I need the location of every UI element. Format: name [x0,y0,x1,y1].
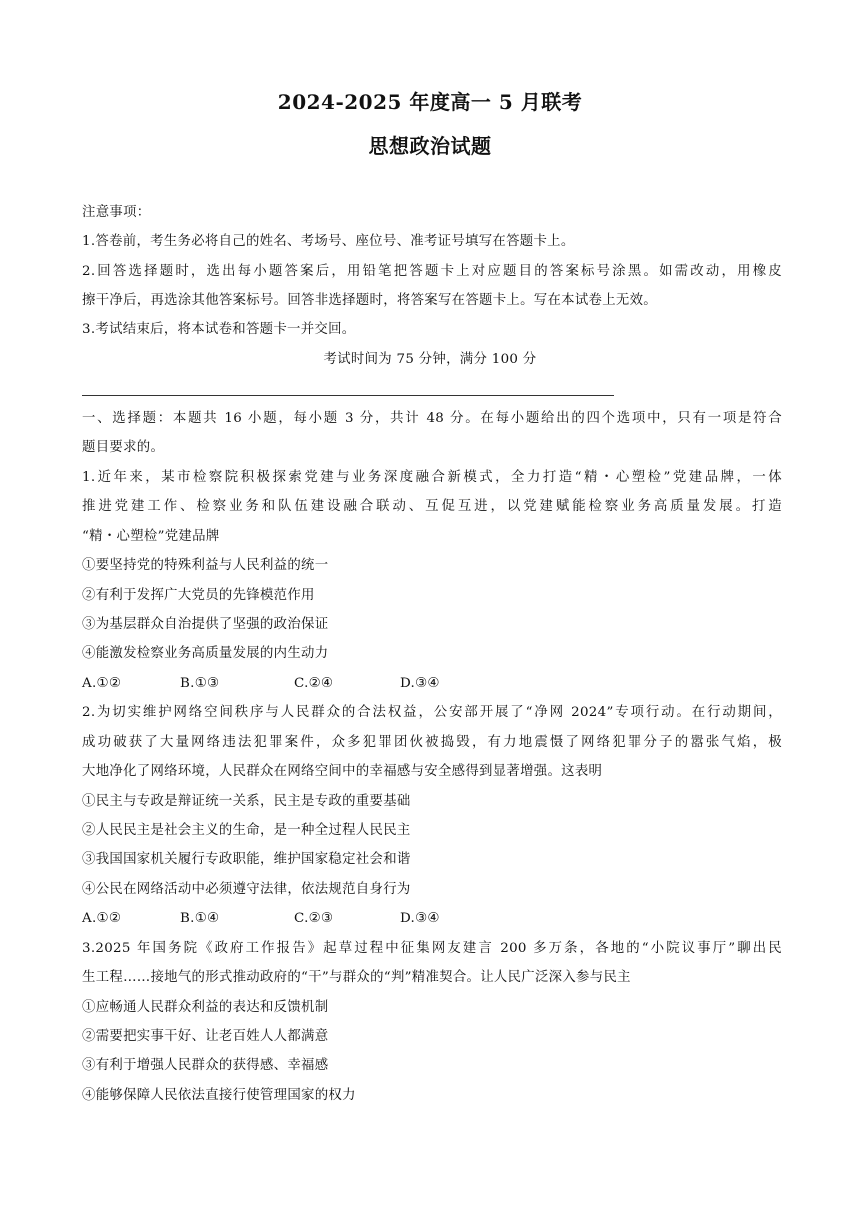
section-1-intro-line-2: 题目要求的。 [82,440,165,455]
question-2-statement-2: ②人民民主是社会主义的生命，是一种全过程人民民主 [82,823,411,838]
question-1-stem-line-3: “精・心塑检”党建品牌 [82,529,220,544]
question-3-statement-2: ②需要把实事干好、让老百姓人人都满意 [82,1029,329,1044]
question-1-option-d[interactable]: D.③④ [400,676,440,691]
question-2-option-c[interactable]: C.②③ [294,911,334,926]
question-3-stem-line-2: 生工程……接地气的形式推动政府的“干”与群众的“判”精准契合。让人民广泛深入参与民主 [82,970,631,985]
question-2-option-a[interactable]: A.①② [82,911,122,926]
notice-item-3: 3.考试结束后，将本试卷和答题卡一并交回。 [82,322,356,337]
question-2-stem-line-3: 大地净化了网络环境，人民群众在网络空间中的幸福感与安全感得到显著增强。这表明 [82,764,603,779]
page-title: 2024-2025 年度高一 5 月联考 [277,90,583,114]
notice-heading: 注意事项： [82,205,151,220]
question-1-statement-1: ①要坚持党的特殊利益与人民利益的统一 [82,558,329,573]
notice-item-1: 1.答卷前，考生务必将自己的姓名、考场号、座位号、准考证号填写在答题卡上。 [82,234,575,249]
notice-item-2-line-1: 2.回答选择题时，选出每小题答案后，用铅笔把答题卡上对应题目的答案标号涂黑。如需改动，用橡皮 [82,264,782,279]
notice-item-2-line-2: 擦干净后，再选涂其他答案标号。回答非选择题时，将答案写在答题卡上。写在本试卷上无效。 [82,293,658,308]
question-1-option-a[interactable]: A.①② [82,676,122,691]
question-2-statement-3: ③我国国家机关履行专政职能，维护国家稳定社会和谐 [82,852,411,867]
question-1-statement-4: ④能激发检察业务高质量发展的内生动力 [82,646,329,661]
page-subtitle: 思想政治试题 [368,134,492,158]
question-3-statement-4: ④能够保障人民依法直接行使管理国家的权力 [82,1088,356,1103]
question-1-stem-line-2: 推进党建工作、检察业务和队伍建设融合联动、互促互进，以党建赋能检察业务高质量发展。打造 [82,499,782,514]
question-2-stem-line-1: 2.为切实维护网络空间秩序与人民群众的合法权益，公安部开展了“净网 2024”专项行动。在行动期间， [82,705,782,720]
question-1-option-c[interactable]: C.②④ [294,676,334,691]
section-1-intro-line-1: 一、选择题：本题共 16 小题，每小题 3 分，共计 48 分。在每小题给出的四个选项中，只有一项是符合 [82,411,782,426]
question-2-option-b[interactable]: B.①④ [180,911,220,926]
question-1-option-b[interactable]: B.①③ [180,676,220,691]
question-2-statement-4: ④公民在网络活动中必须遵守法律，依法规范自身行为 [82,882,411,897]
question-3-statement-3: ③有利于增强人民群众的获得感、幸福感 [82,1058,329,1073]
question-2-stem-line-2: 成功破获了大量网络违法犯罪案件，众多犯罪团伙被捣毁，有力地震慑了网络犯罪分子的嚣张气焰，极 [82,735,782,750]
divider [82,395,614,396]
question-3-stem-line-1: 3.2025 年国务院《政府工作报告》起草过程中征集网友建言 200 多万条，各地的“小院议事厅”聊出民 [82,941,782,956]
question-3-statement-1: ①应畅通人民群众利益的表达和反馈机制 [82,1000,329,1015]
question-1-statement-2: ②有利于发挥广大党员的先锋模范作用 [82,588,315,603]
question-1-stem-line-1: 1.近年来，某市检察院积极探索党建与业务深度融合新模式，全力打造“精・心塑检”党建品牌，一体 [82,470,782,485]
question-2-statement-1: ①民主与专政是辩证统一关系，民主是专政的重要基础 [82,794,411,809]
question-2-option-d[interactable]: D.③④ [400,911,440,926]
question-1-statement-3: ③为基层群众自治提供了坚强的政治保证 [82,617,329,632]
exam-time-info: 考试时间为 75 分钟，满分 100 分 [323,352,537,367]
